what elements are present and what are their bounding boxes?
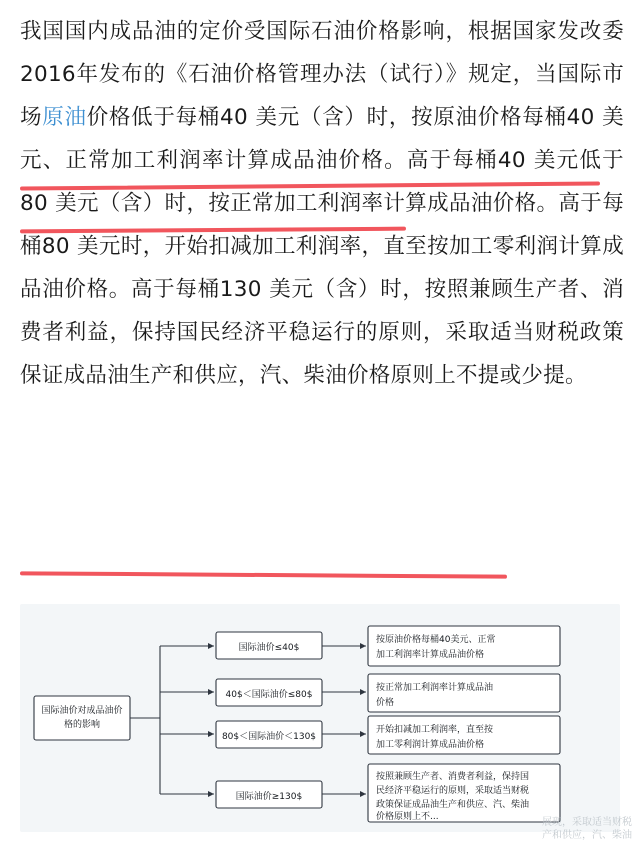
diagram-result-4-line3: 政策保证成品油生产和供应、汽、柴油 (376, 800, 530, 810)
diagram-result-4-line1: 按照兼顾生产者、消费者利益，保持国 (376, 772, 530, 782)
diagram-result-3-line2: 加工零利润计算成品油价格 (376, 740, 485, 750)
diagram-result-2-line1: 按正常加工利润率计算成品油 (376, 683, 494, 693)
diagram-condition-4: 国际油价≥130$ (235, 792, 303, 802)
diagram-result-4-line4: 价格原则上不... (376, 812, 439, 822)
diagram-root-line2: 格的影响 (63, 720, 101, 730)
diagram-condition-1: 国际油价≤40$ (238, 643, 300, 653)
article-part-1: 我国国内成品油的定价受国际石油价格影响，根据国家发改委2016年发布的《石油价格管理办法（试行）》规定，当国际市场 (20, 19, 624, 130)
flow-diagram (20, 604, 620, 832)
watermark (542, 816, 632, 842)
watermark-line-2: 产和供应，汽、柴油 (542, 830, 632, 841)
diagram-root-line1: 国际油价对成品油价 (41, 706, 123, 716)
article-highlight-term[interactable]: 原油 (42, 105, 87, 130)
diagram-condition-2: 40$＜国际油价≤80$ (225, 690, 313, 700)
article-part-3: 价格低于每桶40 美元（含）时，按原油价格每桶40 美元、正常加工利润率计算成品油价格。高于每桶40 美元低于80 美元（含）时，按正常加工利润率计算成品油价格。高于每桶80 美元时，开始扣减加工利润率，直至按加工零利润计算成品油价格。高于每桶130 美元（含）时，按照兼顾生产者、消费者利益，保持国民经济平稳运行的原则，采取适当财税政策保证成品油生产和供应，汽、柴油价格原则上不提或少提。 (20, 105, 624, 388)
diagram-result-1-line1: 按原油价格每桶40美元、正常 (376, 635, 496, 645)
diagram-result-1-line2: 加工利润率计算成品油价格 (376, 650, 485, 660)
article-text (0, 0, 640, 397)
diagram-condition-3: 80$＜国际油价＜130$ (221, 732, 317, 742)
watermark-line-1: 展现，采取适当财税 (542, 817, 632, 828)
annotation-underline-3 (20, 571, 507, 578)
diagram-result-2-line2: 价格 (376, 698, 395, 708)
diagram-result-4-line2: 民经济平稳运行的原则，采取适当财税 (376, 786, 530, 796)
diagram-result-3-line1: 开始扣减加工利润率，直至按 (376, 725, 494, 735)
